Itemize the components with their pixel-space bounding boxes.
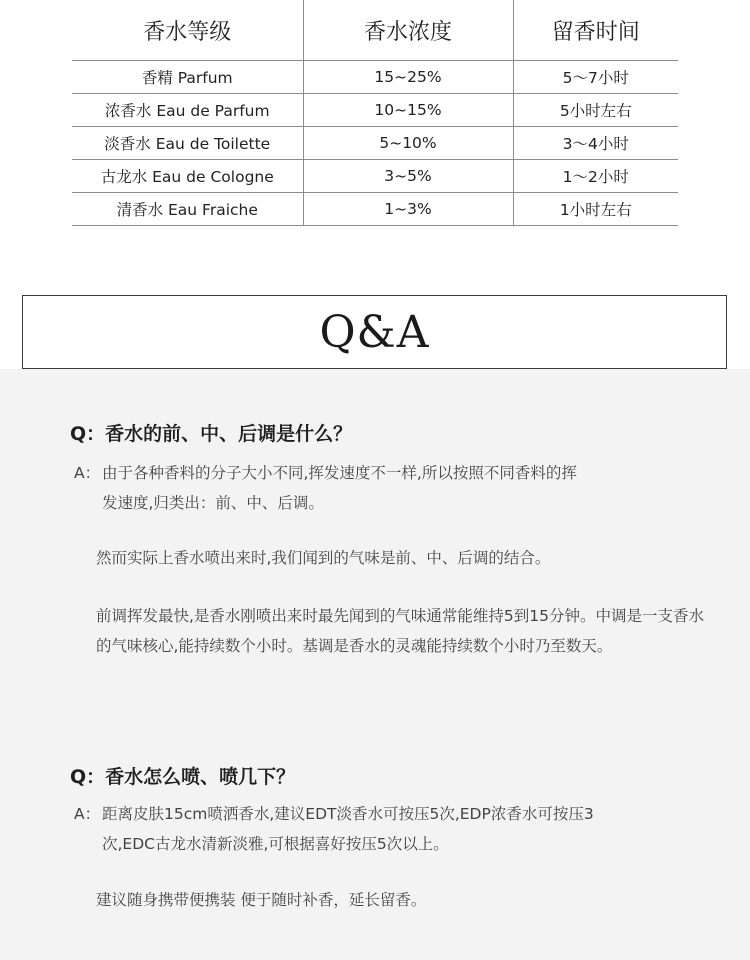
grade-cell: 古龙水 Eau de Cologne bbox=[72, 160, 303, 193]
faq-paragraph: 前调挥发最快,是香水刚喷出来时最先闻到的气味通常能维持5到15分钟。中调是一支香水的气味核心,能持续数个小时。基调是香水的灵魂能持续数个小时乃至数天。 bbox=[96, 607, 705, 655]
answer-label: A： bbox=[74, 805, 101, 823]
faq-paragraph: 建议随身携带便携装 便于随时补香，延长留香。 bbox=[96, 891, 427, 909]
concentration-cell: 1~3% bbox=[303, 193, 513, 226]
answer-label: A： bbox=[74, 464, 101, 482]
grade-cell: 清香水 Eau Fraiche bbox=[72, 193, 303, 226]
qa-title: Q&A bbox=[319, 306, 430, 358]
grade-cell: 淡香水 Eau de Toilette bbox=[72, 127, 303, 160]
table-row bbox=[72, 193, 678, 226]
concentration-cell: 15~25% bbox=[303, 61, 513, 94]
faq-section bbox=[0, 369, 750, 960]
duration-cell: 3～4小时 bbox=[513, 127, 678, 160]
faq-question-spray: Q：香水怎么喷、喷几下？ bbox=[70, 766, 296, 788]
faq-answer-notes bbox=[74, 458, 714, 518]
duration-cell: 1小时左右 bbox=[513, 193, 678, 226]
answer-line: 距离皮肤15cm喷洒香水,建议EDT淡香水可按压5次,EDP浓香水可按压3 bbox=[102, 805, 594, 823]
duration-cell: 1～2小时 bbox=[513, 160, 678, 193]
header-concentration: 香水浓度 bbox=[303, 0, 513, 61]
grade-cell: 香精 Parfum bbox=[72, 61, 303, 94]
table-row bbox=[72, 94, 678, 127]
faq-paragraph: 然而实际上香水喷出来时,我们闻到的气味是前、中、后调的结合。 bbox=[96, 549, 551, 567]
table-row bbox=[72, 160, 678, 193]
qa-title-banner bbox=[22, 295, 727, 369]
concentration-cell: 5~10% bbox=[303, 127, 513, 160]
table-row bbox=[72, 127, 678, 160]
concentration-cell: 3~5% bbox=[303, 160, 513, 193]
header-grade: 香水等级 bbox=[72, 0, 303, 61]
table-header-row bbox=[72, 0, 678, 61]
duration-cell: 5小时左右 bbox=[513, 94, 678, 127]
header-duration: 留香时间 bbox=[513, 0, 678, 61]
table-row bbox=[72, 61, 678, 94]
answer-line: 次,EDC古龙水清新淡雅,可根据喜好按压5次以上。 bbox=[102, 835, 449, 853]
faq-question-notes: Q：香水的前、中、后调是什么？ bbox=[70, 423, 353, 445]
duration-cell: 5～7小时 bbox=[513, 61, 678, 94]
concentration-cell: 10~15% bbox=[303, 94, 513, 127]
answer-line: 发速度,归类出：前、中、后调。 bbox=[102, 494, 324, 512]
answer-line: 由于各种香料的分子大小不同,挥发速度不一样,所以按照不同香料的挥 bbox=[102, 464, 577, 482]
grade-cell: 浓香水 Eau de Parfum bbox=[72, 94, 303, 127]
perfume-grade-table bbox=[72, 0, 678, 226]
faq-answer-spray bbox=[74, 799, 714, 859]
